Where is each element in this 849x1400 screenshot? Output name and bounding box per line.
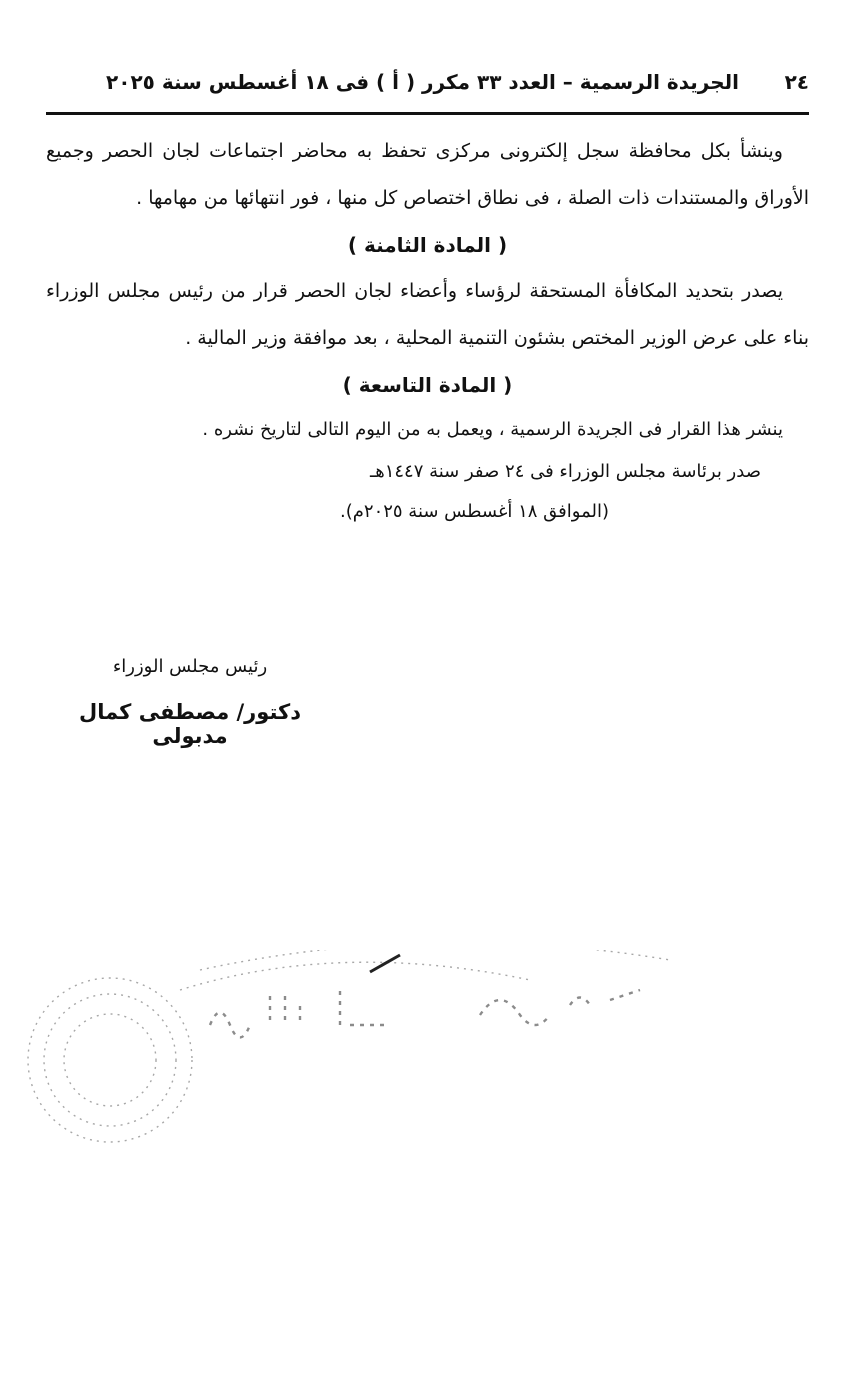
article-eight-text: يصدر بتحديد المكافأة المستحقة لرؤساء وأعضاء لجان الحصر قرار من رئيس مجلس الوزراء بناء على عرض الوزير المختص بشئون التنمية المحلية ، بعد موافقة وزير المالية .	[46, 280, 809, 349]
corresponding-date-line: (الموافق ١٨ أغسطس سنة ٢٠٢٥م).	[340, 501, 609, 522]
page-header	[46, 62, 809, 102]
document-body	[46, 128, 809, 532]
faded-seal-stamp	[10, 950, 690, 1170]
running-title: الجريدة الرسمية – العدد ٣٣ مكرر ( أ ) فى ١٨ أغسطس سنة ٢٠٢٥	[106, 70, 739, 94]
signatory-title: رئيس مجلس الوزراء	[112, 656, 268, 677]
page-number: ٢٤	[784, 70, 809, 94]
signatory-name: دكتور/ مصطفى كمال مدبولى	[78, 700, 302, 748]
article-nine-text: ينشر هذا القرار فى الجريدة الرسمية ، ويعمل به من اليوم التالى لتاريخ نشره .	[202, 419, 783, 440]
article-eight-heading: ( المادة الثامنة )	[347, 233, 508, 257]
article-nine-heading: ( المادة التاسعة )	[342, 373, 513, 397]
header-rule	[46, 112, 809, 115]
registry-paragraph: وينشأ بكل محافظة سجل إلكترونى مركزى تحفظ به محاضر اجتماعات لجان الحصر وجميع الأوراق والمستندات ذات الصلة ، فى نطاق اختصاص كل منها ، فور انتهائها من مهامها .	[46, 140, 809, 209]
issued-line: صدر برئاسة مجلس الوزراء فى ٢٤ صفر سنة ١٤٤٧هـ	[369, 461, 761, 482]
